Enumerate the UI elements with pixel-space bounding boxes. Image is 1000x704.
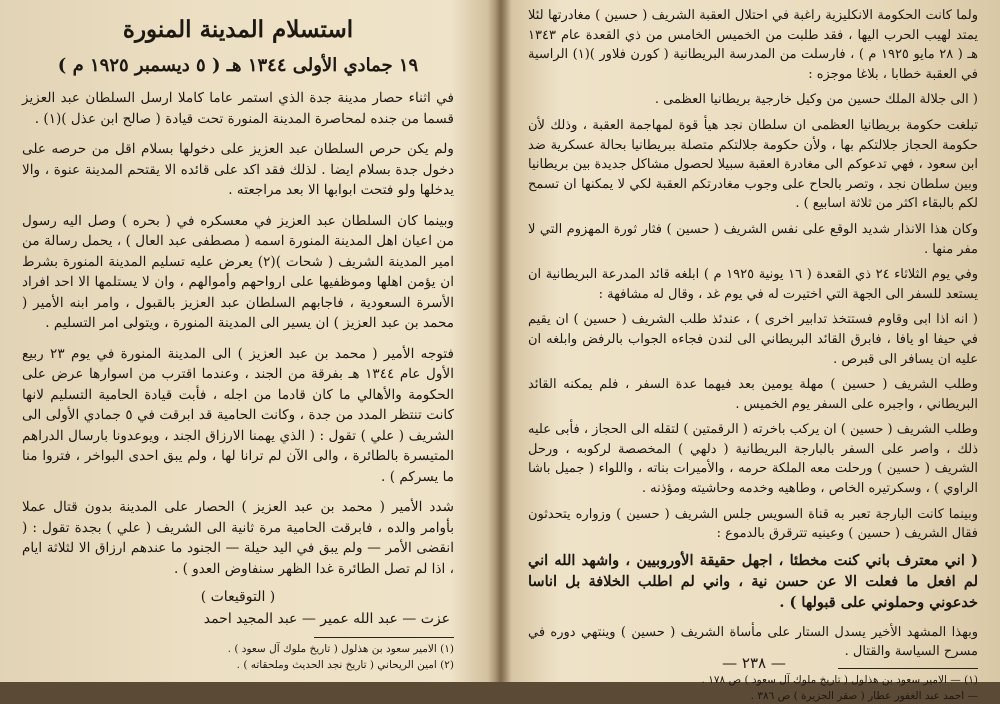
left-paragraph-4: فتوجه الأمير ( محمد بن عبد العزيز ) الى المدينة المنورة في يوم ٢٣ ربيع الأول عام ١٣٤٤ هـ بفرقة من الجند ، وعندما اقترب من اسوارها عرض على الحكومة والأهالي ما كان قادما من اجله ، فأبت قيادة الحامية التسليم لانها كانت تنتظر المدد من جدة ، وكانت الحامية قد ابرقت في ٥ جمادي الأولى الى الشريف ( علي ) تقول : ( الذي يهمنا الارزاق الجند ، ويوعدونا بارسال الدراهم المتيسرة بالطائرة ، والى الآن لم ترانا لها ، ولم يبق احدى البواخر ، فتروا منا ما يسركم ) . (22, 345, 454, 485)
closing-paragraph: وبهذا المشهد الأخير يسدل الستار على مأساة الشريف ( حسين ) وينتهي دوره في مسرح السياسة والقتال . (528, 624, 978, 660)
left-paragraph-5: شدد الأمير ( محمد بن عبد العزيز ) الحصار على المدينة بدون قتال عملا بأوامر والده ، فابرقت الحامية مرة ثانية الى الشريف ( علي ) بجدة تقول : ( انقضى الأمر — ولم يبق في اليد حيلة — الجنود ما عندهم ارزاق الا لثلاثة ايام ، اذا لم تصل الطائرة غدا الظهر سنفاوض العدو ) . (22, 499, 454, 577)
chapter-date: ١٩ جمادي الأولى ١٣٤٤ هـ ( ٥ ديسمبر ١٩٢٥ م ) (57, 55, 419, 76)
left-paragraph-3: وبينما كان السلطان عبد العزيز في معسكره في ( بحره ) وصل اليه رسول من اعيان اهل المدينة المنورة اسمه ( مصطفى عبد العال ) ، يحمل رسالة من امير المدينة الشريف ( شحات )(٢) يعرض عليه تسليم المدينة المنورة بشرط ان يؤمن اهلها وموظفيها على ارواحهم وأموالهم ، وان لا يستلمها الا احد افراد الأسرة السعودية ، فاجابهم السلطان عبد العزيز بالقبول ، وامر ابنه الأمير ( محمد بن عبد العزيز ) ان يسير الى المدينة المنورة ، ويتولى امر التسليم . (22, 212, 454, 331)
left-page (0, 0, 492, 682)
left-paragraph-2: ولم يكن حرص السلطان عبد العزيز على دخولها بسلام اقل من حرصه على دخول جدة بسلام ايضا . لذلك فقد اكد على قائده الا يقتحم المدينة عنوة ، والا يدخلها ولو فتحت ابوابها الا بعد مراجعته . (22, 141, 454, 198)
page-number: — ٢٣٨ — (722, 654, 786, 672)
left-footnotes (22, 642, 454, 673)
right-paragraph-4: وكان هذا الانذار شديد الوقع على نفس الشريف ( حسين ) فثار ثورة المهزوم التي لا مفر منها . (528, 221, 978, 257)
left-paragraph-1: في اثناء حصار مدينة جدة الذي استمر عاما كاملا ارسل السلطان عبد العزيز قسما من جنده لمحاصرة المدينة المنورة تحت قيادة ( صالح ابن عذل )(١) . (22, 90, 454, 127)
footnote-divider (314, 637, 454, 638)
right-paragraph-7: وطلب الشريف ( حسين ) مهلة يومين بعد فيهما عدة السفر ، فلم يمكنه القائد البريطاني ، واجبره على السفر يوم الخميس . (528, 377, 978, 412)
right-paragraph-2: ( الى جلالة الملك حسين من وكيل خارجية بريطانيا العظمى . (654, 92, 978, 108)
signature-heading: ( التوقيعات ) (200, 589, 276, 605)
right-page (508, 0, 1000, 703)
right-footnote-1: (١) — الامير سعود بن هذلول ( تاريخ ملوك آل سعود ) ص ١٧٨ . (701, 674, 978, 687)
sharif-quote: ( اني معترف باني كنت مخطئا ، اجهل حقيقة الأوروبيين ، واشهد الله اني لم افعل ما فعلت الا عن حسن نية ، واني لم اطلب الخلافة بل اناسا خدعوني وحملوني على قبولها ) . (528, 551, 978, 611)
left-footnote-1: (١) الامير سعود بن هذلول ( تاريخ ملوك آل سعود ) . (227, 643, 454, 655)
right-paragraph-8: وطلب الشريف ( حسين ) ان يركب باخرته ( الرقمتين ) لتقله الى الحجاز ، فأبى عليه ذلك ، واصر على السفر بالبارجة البريطانية ( دلهي ) المخصصة لركوبه ، ورحل الشريف ( حسين ) ورحلت معه الملكة حرمه ، والأميرات بناته ، واللواء ( جميل باشا الراوي ) ، وسكرتيره الخاص ، وطاهيه وخدمه وحاشيته ومؤذنه . (528, 422, 978, 497)
right-paragraph-9: وبينما كانت البارجة تعبر به قناة السويس جلس الشريف ( حسين ) وزواره يتحدثون فقال الشريف ( حسين ) وعينيه تترقرق بالدموع : (528, 506, 978, 542)
right-paragraph-5: وفي يوم الثلاثاء ٢٤ ذي القعدة ( ١٦ يونية ١٩٢٥ م ) ابلغه قائد المدرعة البريطانية ان يستعد للسفر الى الجهة التي اختيرت له في يوم غد ، وقال له مشافهة : (528, 267, 978, 302)
right-footnote-2: — احمد عبد الغفور عطار ( صقر الجزيرة ) ص ٣٨٦ . (750, 690, 978, 703)
right-paragraph-1: ولما كانت الحكومة الانكليزية راغبة في احتلال العقبة الشريف ( حسين ) مغادرتها لئلا يمتد لهيب الحرب اليها ، فقد طلبت من الخميس الخامس من ذي القعدة عام ١٣٤٣ هـ ( ٢٨ مايو ١٩٢٥ م ) ، فارسلت من المدرسة البريطانية ( كورن فلاور )(١) الراسية في العقبة خطابا ، بلاغا موجزه : (528, 8, 978, 82)
right-footnotes (528, 673, 978, 704)
signatories: عزت — عبد الله عمير — عبد المجيد احمد (203, 611, 450, 627)
left-footnote-2: (٢) امين الريحاني ( تاريخ نجد الحديث وملحقاته ) . (236, 659, 454, 671)
right-paragraph-6: ( انه اذا ابى وقاوم فستتخذ تدابير اخرى ) ، عندئذ طلب الشريف ( حسين ) ان يقيم في حيفا او يافا ، فابرق القائد البريطاني الى لندن فجاءه الجواب بالرفض وابلغه ان عليه ان يسافر الى قبرص . (528, 312, 978, 367)
right-paragraph-3: تبلغت حكومة بريطانيا العظمى ان سلطان نجد هيأ قوة لمهاجمة العقبة ، وذلك لأن حكومة الحجاز جلالتكم بها ، ولأن حكومة جلالتكم متصلة ببريطانيا بحالة عسكرية ضد ابن سعود ، فهي تدعوكم الى مغادرة العقبة سبيلا لحصول مشاكل جديدة بين بريطانيا وبين سلطان نجد ، وتصر بالحاح على وجوب مغادرتكم العقبة لكي لا يمكنها ان تسمح لكم بالبقاء اكثر من ثلاثة اسابيع ) . (528, 117, 978, 212)
chapter-title: استسلام المدينة المنورة (122, 16, 354, 43)
